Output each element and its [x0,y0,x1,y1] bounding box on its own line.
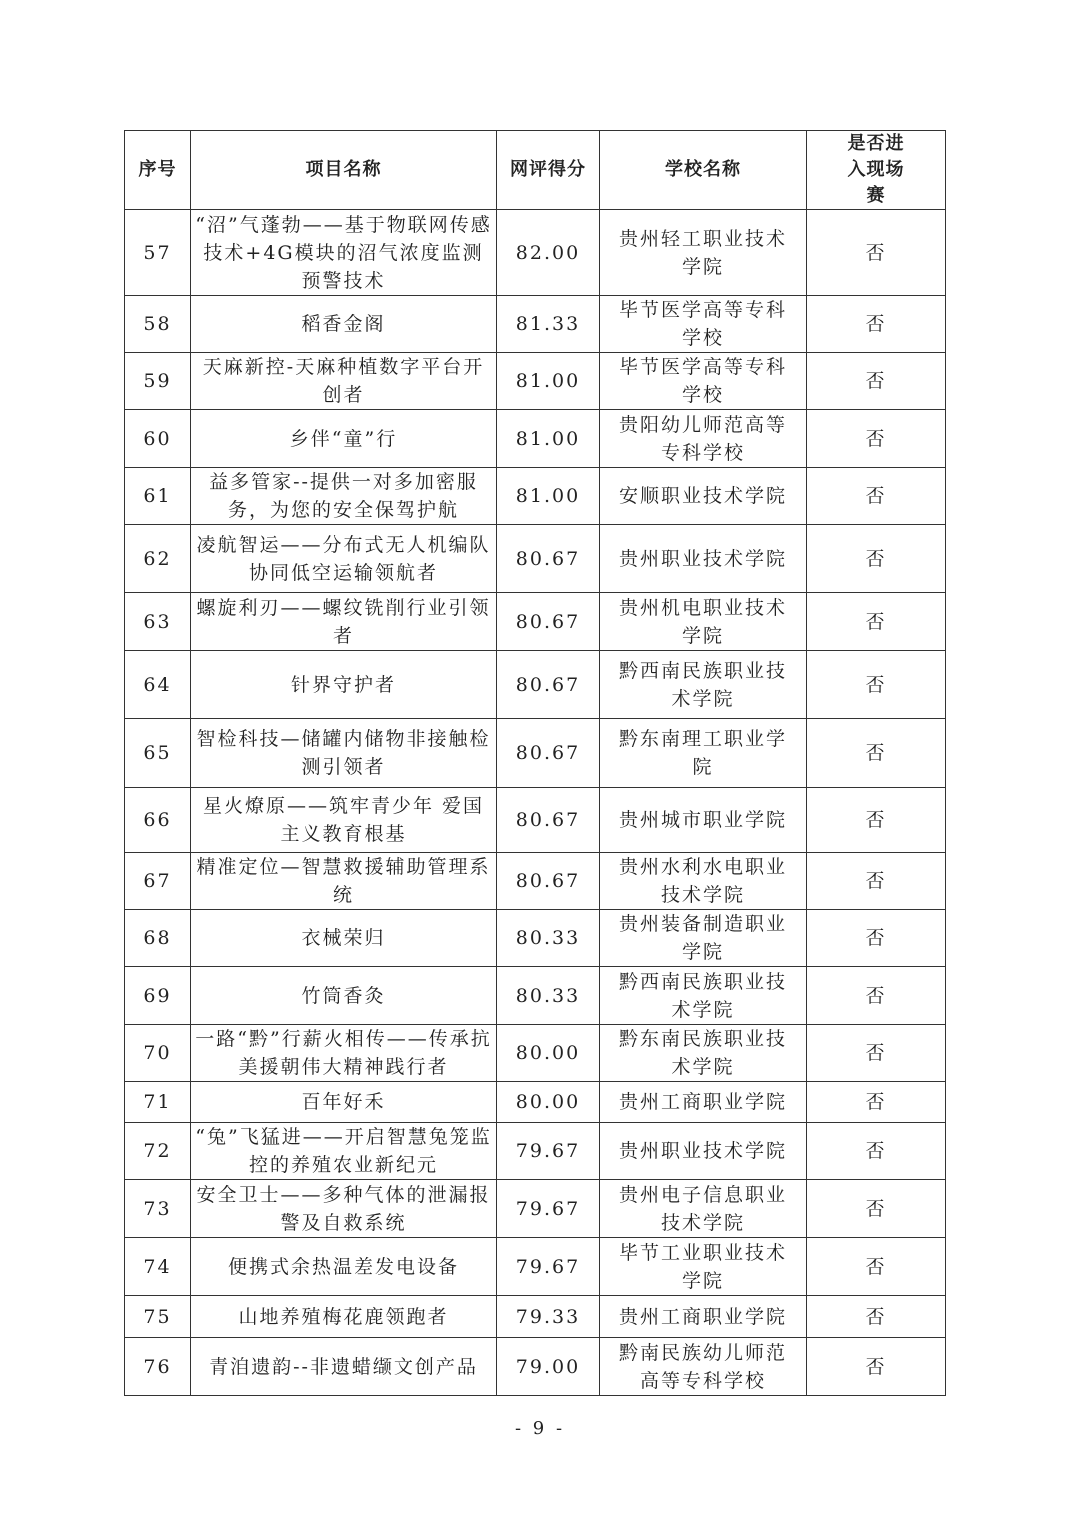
table-row [125,210,946,296]
school-name: 黔南民族幼儿师范高等专科学校 [600,1338,807,1396]
review-score: 80.00 [497,1025,600,1082]
onsite-status: 否 [807,1238,946,1296]
review-score: 80.33 [497,910,600,967]
review-score: 82.00 [497,210,600,296]
school-name: 贵州机电职业技术学院 [600,593,807,651]
header-no: 序号 [125,131,191,210]
school-name: 毕节医学高等专科学校 [600,353,807,410]
row-number: 73 [125,1180,191,1238]
table-row [125,1123,946,1180]
onsite-status: 否 [807,468,946,525]
project-name: “沼”气蓬勃——基于物联网传感技术+4G模块的沼气浓度监测预警技术 [191,210,497,296]
row-number: 62 [125,525,191,593]
project-name: 凌航智运——分布式无人机编队协同低空运输领航者 [191,525,497,593]
table-row [125,788,946,853]
onsite-status: 否 [807,296,946,353]
school-name: 安顺职业技术学院 [600,468,807,525]
onsite-status: 否 [807,1025,946,1082]
table-row [125,1082,946,1123]
row-number: 74 [125,1238,191,1296]
table-row [125,967,946,1025]
review-score: 80.67 [497,525,600,593]
project-name: 安全卫士——多种气体的泄漏报警及自救系统 [191,1180,497,1238]
project-name: 智检科技—储罐内储物非接触检测引领者 [191,719,497,788]
school-name: 贵州轻工职业技术学院 [600,210,807,296]
onsite-status: 否 [807,593,946,651]
table-row [125,1296,946,1338]
project-name: 衣械荣归 [191,910,497,967]
row-number: 69 [125,967,191,1025]
project-name: 一路“黔”行薪火相传——传承抗美援朝伟大精神践行者 [191,1025,497,1082]
header-score: 网评得分 [497,131,600,210]
review-score: 79.33 [497,1296,600,1338]
project-name: 天麻新控-天麻种植数字平台开创者 [191,353,497,410]
row-number: 58 [125,296,191,353]
row-number: 63 [125,593,191,651]
table-row [125,468,946,525]
school-name: 贵阳幼儿师范高等专科学校 [600,410,807,468]
project-name: 精准定位—智慧救援辅助管理系统 [191,853,497,910]
row-number: 61 [125,468,191,525]
table-row [125,1338,946,1396]
table-row [125,719,946,788]
table-row [125,853,946,910]
school-name: 贵州电子信息职业技术学院 [600,1180,807,1238]
school-name: 毕节医学高等专科学校 [600,296,807,353]
review-score: 79.67 [497,1238,600,1296]
project-name: 针界守护者 [191,651,497,719]
onsite-status: 否 [807,525,946,593]
school-name: 贵州工商职业学院 [600,1296,807,1338]
row-number: 65 [125,719,191,788]
project-name: 乡伴“童”行 [191,410,497,468]
review-score: 79.67 [497,1180,600,1238]
school-name: 黔西南民族职业技术学院 [600,967,807,1025]
table-row [125,525,946,593]
row-number: 68 [125,910,191,967]
row-number: 70 [125,1025,191,1082]
row-number: 59 [125,353,191,410]
onsite-status: 否 [807,719,946,788]
row-number: 60 [125,410,191,468]
onsite-status: 否 [807,210,946,296]
review-score: 81.00 [497,353,600,410]
review-score: 80.67 [497,853,600,910]
review-score: 80.33 [497,967,600,1025]
row-number: 75 [125,1296,191,1338]
onsite-status: 否 [807,788,946,853]
onsite-status: 否 [807,853,946,910]
onsite-status: 否 [807,910,946,967]
row-number: 57 [125,210,191,296]
project-name: 青洎遗韵--非遗蜡缬文创产品 [191,1338,497,1396]
onsite-status: 否 [807,1296,946,1338]
onsite-status: 否 [807,1082,946,1123]
project-name: 便携式余热温差发电设备 [191,1238,497,1296]
results-table [124,130,946,1396]
header-school: 学校名称 [600,131,807,210]
page-number: - 9 - [514,1418,566,1439]
project-name: 稻香金阁 [191,296,497,353]
header-onsite: 是否进入现场赛 [807,131,946,210]
table-row [125,910,946,967]
project-name: 竹筒香灸 [191,967,497,1025]
table-row [125,353,946,410]
table-row [125,1180,946,1238]
row-number: 72 [125,1123,191,1180]
review-score: 80.67 [497,719,600,788]
school-name: 贵州装备制造职业学院 [600,910,807,967]
table-row [125,410,946,468]
review-score: 81.00 [497,468,600,525]
table-row [125,1025,946,1082]
header-project: 项目名称 [191,131,497,210]
school-name: 贵州职业技术学院 [600,525,807,593]
onsite-status: 否 [807,1123,946,1180]
project-name: 益多管家--提供一对多加密服务，为您的安全保驾护航 [191,468,497,525]
review-score: 80.67 [497,593,600,651]
review-score: 80.67 [497,788,600,853]
school-name: 黔东南民族职业技术学院 [600,1025,807,1082]
onsite-status: 否 [807,967,946,1025]
review-score: 80.00 [497,1082,600,1123]
school-name: 贵州职业技术学院 [600,1123,807,1180]
table-row [125,651,946,719]
project-name: 山地养殖梅花鹿领跑者 [191,1296,497,1338]
row-number: 64 [125,651,191,719]
onsite-status: 否 [807,1180,946,1238]
school-name: 贵州水利水电职业技术学院 [600,853,807,910]
school-name: 贵州城市职业学院 [600,788,807,853]
project-name: “兔”飞猛进——开启智慧兔笼监控的养殖农业新纪元 [191,1123,497,1180]
row-number: 66 [125,788,191,853]
project-name: 螺旋利刃——螺纹铣削行业引领者 [191,593,497,651]
review-score: 79.00 [497,1338,600,1396]
review-score: 81.00 [497,410,600,468]
onsite-status: 否 [807,651,946,719]
row-number: 76 [125,1338,191,1396]
table-row [125,296,946,353]
review-score: 79.67 [497,1123,600,1180]
table-row [125,593,946,651]
school-name: 黔东南理工职业学院 [600,719,807,788]
onsite-status: 否 [807,353,946,410]
table-header-row [125,131,946,210]
school-name: 贵州工商职业学院 [600,1082,807,1123]
review-score: 81.33 [497,296,600,353]
table-row [125,1238,946,1296]
onsite-status: 否 [807,1338,946,1396]
project-name: 百年好禾 [191,1082,497,1123]
school-name: 黔西南民族职业技术学院 [600,651,807,719]
onsite-status: 否 [807,410,946,468]
school-name: 毕节工业职业技术学院 [600,1238,807,1296]
project-name: 星火燎原——筑牢青少年 爱国主义教育根基 [191,788,497,853]
review-score: 80.67 [497,651,600,719]
row-number: 71 [125,1082,191,1123]
row-number: 67 [125,853,191,910]
